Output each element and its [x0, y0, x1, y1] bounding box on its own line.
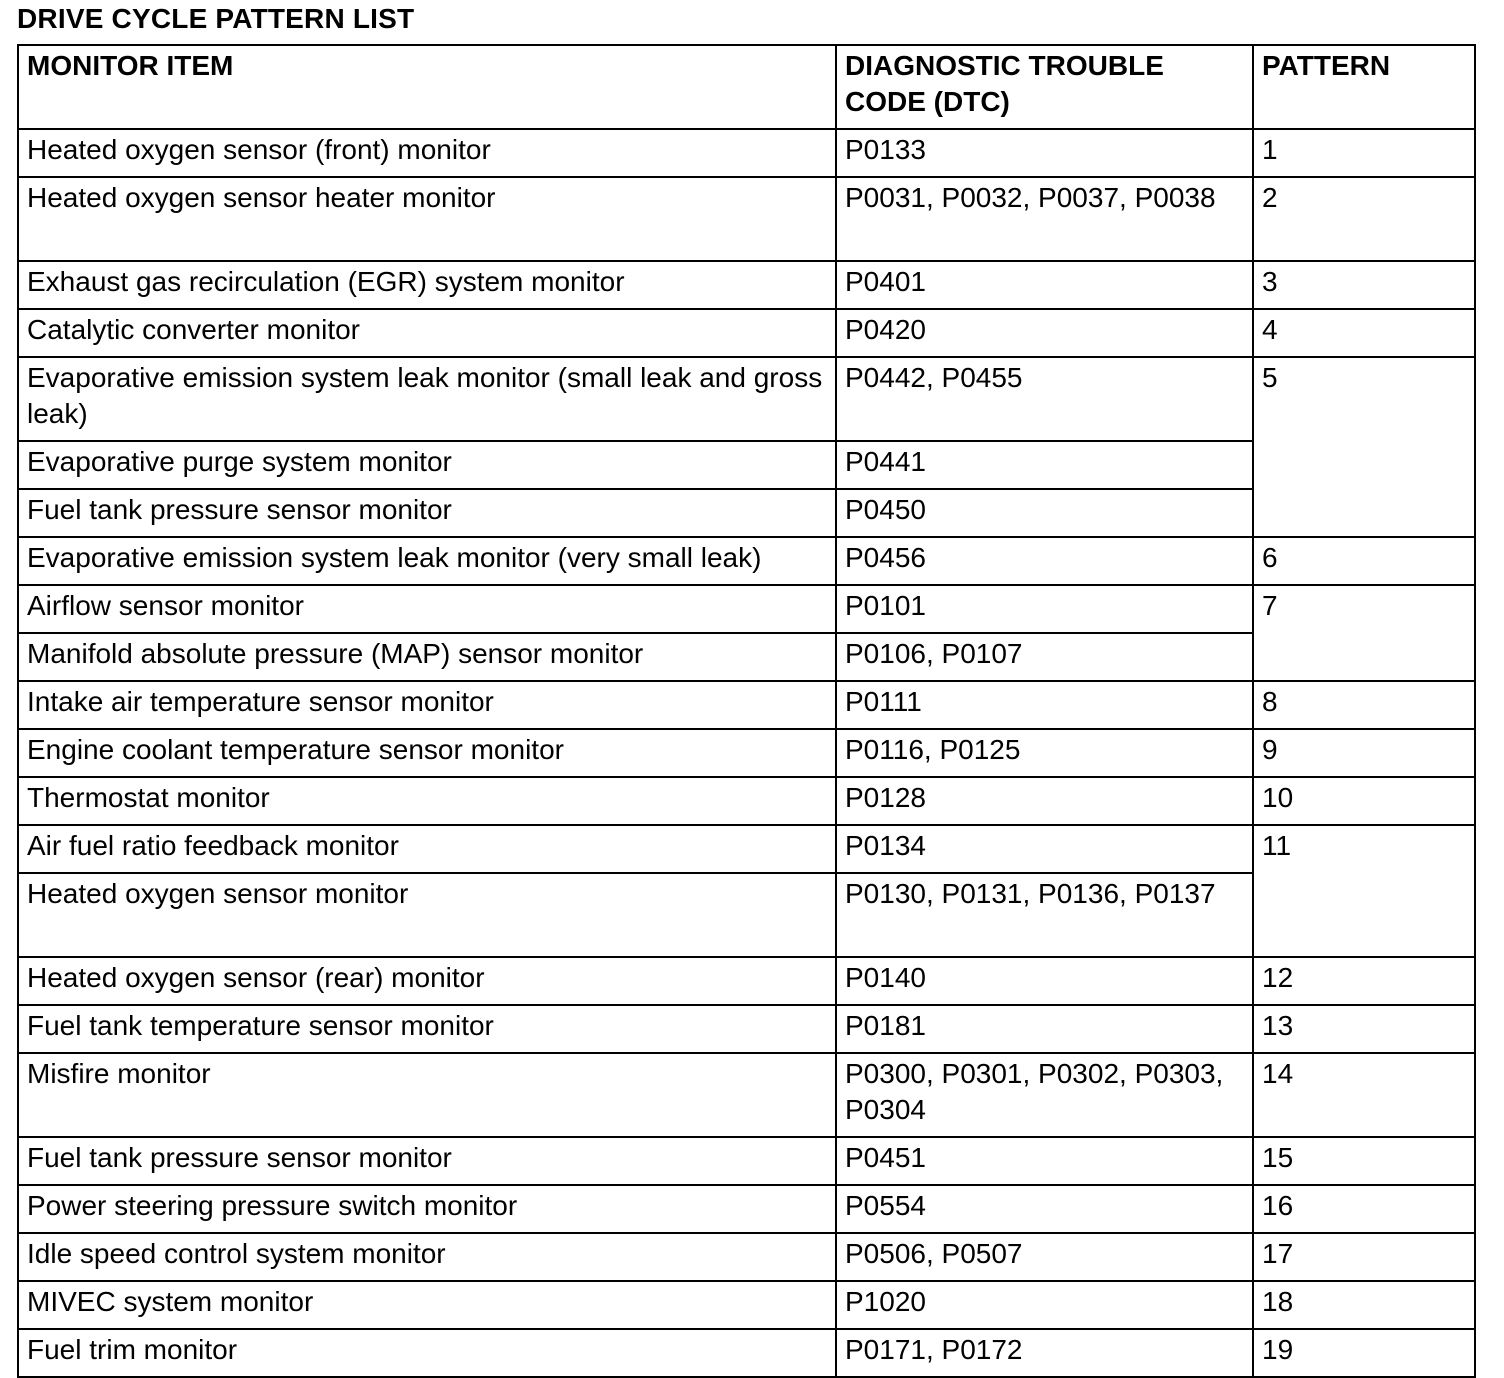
table-row — [18, 1053, 1475, 1137]
monitor-cell: Heated oxygen sensor (rear) monitor — [18, 957, 836, 1005]
dtc-cell: P0420 — [836, 309, 1253, 357]
monitor-cell: Airflow sensor monitor — [18, 585, 836, 633]
monitor-cell: MIVEC system monitor — [18, 1281, 836, 1329]
pattern-cell: 16 — [1253, 1185, 1475, 1233]
pattern-cell: 3 — [1253, 261, 1475, 309]
dtc-cell: P0554 — [836, 1185, 1253, 1233]
table-row — [18, 1233, 1475, 1281]
monitor-cell: Misfire monitor — [18, 1053, 836, 1137]
table-row — [18, 177, 1475, 261]
monitor-cell: Idle speed control system monitor — [18, 1233, 836, 1281]
dtc-cell: P1020 — [836, 1281, 1253, 1329]
dtc-cell: P0140 — [836, 957, 1253, 1005]
table-row — [18, 261, 1475, 309]
table-row — [18, 585, 1475, 633]
dtc-cell: P0401 — [836, 261, 1253, 309]
column-header-pattern: PATTERN — [1253, 45, 1475, 129]
monitor-cell: Fuel tank pressure sensor monitor — [18, 489, 836, 537]
monitor-cell: Heated oxygen sensor (front) monitor — [18, 129, 836, 177]
pattern-cell: 18 — [1253, 1281, 1475, 1329]
dtc-cell: P0442, P0455 — [836, 357, 1253, 441]
table-row — [18, 1281, 1475, 1329]
table-row — [18, 825, 1475, 873]
monitor-cell: Evaporative emission system leak monitor (small leak and gross leak) — [18, 357, 836, 441]
dtc-cell: P0130, P0131, P0136, P0137 — [836, 873, 1253, 957]
table-row — [18, 957, 1475, 1005]
monitor-cell: Catalytic converter monitor — [18, 309, 836, 357]
monitor-cell: Thermostat monitor — [18, 777, 836, 825]
dtc-cell: P0128 — [836, 777, 1253, 825]
dtc-cell: P0450 — [836, 489, 1253, 537]
dtc-cell: P0300, P0301, P0302, P0303, P0304 — [836, 1053, 1253, 1137]
pattern-cell: 15 — [1253, 1137, 1475, 1185]
column-header-dtc: DIAGNOSTIC TROUBLE CODE (DTC) — [836, 45, 1253, 129]
monitor-cell: Power steering pressure switch monitor — [18, 1185, 836, 1233]
table-row — [18, 1329, 1475, 1377]
pattern-cell: 6 — [1253, 537, 1475, 585]
dtc-cell: P0451 — [836, 1137, 1253, 1185]
dtc-cell: P0134 — [836, 825, 1253, 873]
table-row — [18, 1137, 1475, 1185]
pattern-cell: 7 — [1253, 585, 1475, 681]
pattern-cell: 11 — [1253, 825, 1475, 957]
table-row — [18, 537, 1475, 585]
monitor-cell: Engine coolant temperature sensor monitor — [18, 729, 836, 777]
pattern-cell: 12 — [1253, 957, 1475, 1005]
table-header-row — [18, 45, 1475, 129]
dtc-cell: P0116, P0125 — [836, 729, 1253, 777]
monitor-cell: Evaporative purge system monitor — [18, 441, 836, 489]
pattern-cell: 4 — [1253, 309, 1475, 357]
dtc-cell: P0181 — [836, 1005, 1253, 1053]
table-row — [18, 1185, 1475, 1233]
monitor-cell: Manifold absolute pressure (MAP) sensor monitor — [18, 633, 836, 681]
pattern-cell: 2 — [1253, 177, 1475, 261]
monitor-cell: Intake air temperature sensor monitor — [18, 681, 836, 729]
dtc-cell: P0171, P0172 — [836, 1329, 1253, 1377]
dtc-cell: P0106, P0107 — [836, 633, 1253, 681]
monitor-cell: Evaporative emission system leak monitor (very small leak) — [18, 537, 836, 585]
pattern-cell: 17 — [1253, 1233, 1475, 1281]
table-row — [18, 777, 1475, 825]
monitor-cell: Heated oxygen sensor monitor — [18, 873, 836, 957]
dtc-cell: P0111 — [836, 681, 1253, 729]
page-title: DRIVE CYCLE PATTERN LIST — [17, 3, 415, 34]
dtc-cell: P0133 — [836, 129, 1253, 177]
column-header-monitor-item: MONITOR ITEM — [18, 45, 836, 129]
table-row — [18, 129, 1475, 177]
pattern-cell: 19 — [1253, 1329, 1475, 1377]
pattern-cell: 10 — [1253, 777, 1475, 825]
table-row — [18, 357, 1475, 441]
pattern-cell: 13 — [1253, 1005, 1475, 1053]
pattern-cell: 5 — [1253, 357, 1475, 537]
dtc-cell: P0031, P0032, P0037, P0038 — [836, 177, 1253, 261]
dtc-cell: P0456 — [836, 537, 1253, 585]
monitor-cell: Exhaust gas recirculation (EGR) system monitor — [18, 261, 836, 309]
monitor-cell: Heated oxygen sensor heater monitor — [18, 177, 836, 261]
dtc-cell: P0101 — [836, 585, 1253, 633]
dtc-cell: P0441 — [836, 441, 1253, 489]
monitor-cell: Air fuel ratio feedback monitor — [18, 825, 836, 873]
monitor-cell: Fuel tank temperature sensor monitor — [18, 1005, 836, 1053]
pattern-cell: 14 — [1253, 1053, 1475, 1137]
dtc-cell: P0506, P0507 — [836, 1233, 1253, 1281]
drive-cycle-table — [17, 44, 1476, 1378]
table-row — [18, 681, 1475, 729]
table-row — [18, 309, 1475, 357]
monitor-cell: Fuel tank pressure sensor monitor — [18, 1137, 836, 1185]
table-row — [18, 729, 1475, 777]
pattern-cell: 8 — [1253, 681, 1475, 729]
pattern-cell: 1 — [1253, 129, 1475, 177]
table-row — [18, 1005, 1475, 1053]
pattern-cell: 9 — [1253, 729, 1475, 777]
monitor-cell: Fuel trim monitor — [18, 1329, 836, 1377]
